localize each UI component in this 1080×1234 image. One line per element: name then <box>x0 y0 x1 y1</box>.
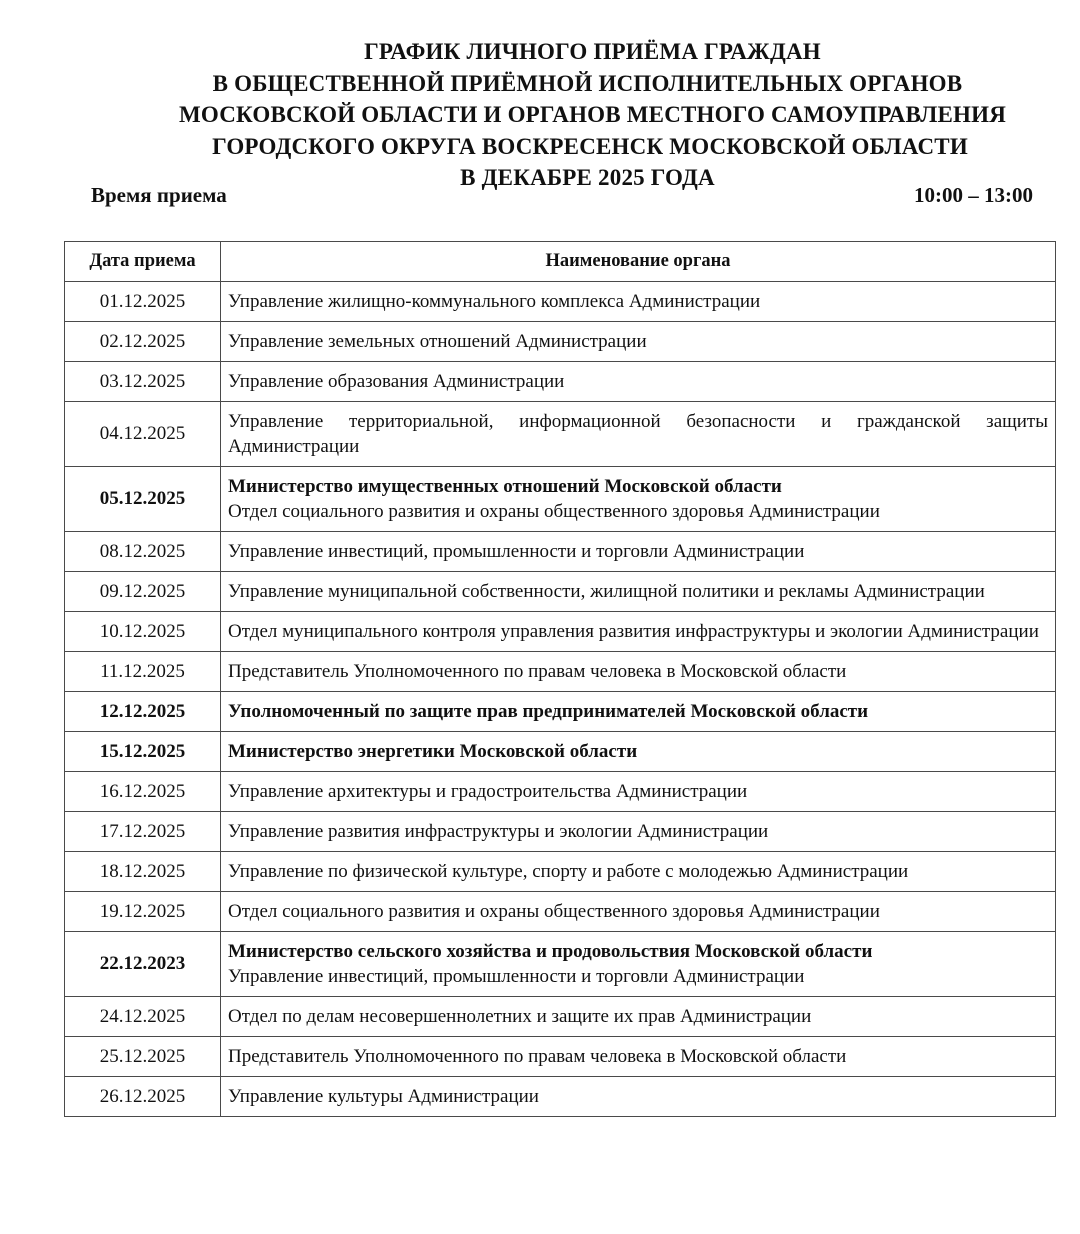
organ-name: Отдел социального развития и охраны общественного здоровья Администрации <box>228 901 880 922</box>
table-row <box>65 892 1056 932</box>
reception-date: 10.12.2025 <box>65 612 221 652</box>
reception-date: 02.12.2025 <box>65 322 221 362</box>
organ-name: Представитель Уполномоченного по правам человека в Московской области <box>228 661 847 682</box>
organ-name-cell <box>221 362 1056 402</box>
document-title <box>0 36 1080 194</box>
table-row <box>65 852 1056 892</box>
table-row <box>65 467 1056 532</box>
organ-name: Отдел муниципального контроля управления развития инфраструктуры и экологии Администрации <box>228 621 1039 642</box>
organ-name-cell <box>221 532 1056 572</box>
table-row <box>65 732 1056 772</box>
reception-date: 22.12.2023 <box>65 932 221 997</box>
table-row <box>65 997 1056 1037</box>
reception-date: 09.12.2025 <box>65 572 221 612</box>
organ-name-cell <box>221 892 1056 932</box>
title-line: МОСКОВСКОЙ ОБЛАСТИ И ОРГАНОВ МЕСТНОГО САМОУПРАВЛЕНИЯ <box>178 102 1007 127</box>
organ-name-cell <box>221 467 1056 532</box>
table-row <box>65 322 1056 362</box>
organ-name: Управление архитектуры и градостроительства Администрации <box>228 781 748 802</box>
organ-name-cell <box>221 812 1056 852</box>
reception-date: 25.12.2025 <box>65 1037 221 1077</box>
organ-name: Управление развития инфраструктуры и экологии Администрации <box>228 821 769 842</box>
table-row <box>65 572 1056 612</box>
organ-name-cell <box>221 652 1056 692</box>
table-header-row <box>65 242 1056 282</box>
table-row <box>65 532 1056 572</box>
organ-name: Управление жилищно-коммунального комплекса Администрации <box>228 291 761 312</box>
organ-name-cell <box>221 322 1056 362</box>
reception-date: 05.12.2025 <box>65 467 221 532</box>
title-line: ГОРОДСКОГО ОКРУГА ВОСКРЕСЕНСК МОСКОВСКОЙ ОБЛАСТИ <box>212 133 968 159</box>
organ-name: Отдел по делам несовершеннолетних и защите их прав Администрации <box>228 1006 812 1027</box>
table-row <box>65 362 1056 402</box>
organ-name-cell <box>221 1077 1056 1117</box>
organ-name: Управление культуры Администрации <box>228 1086 539 1107</box>
schedule-table-body <box>65 282 1056 1117</box>
reception-time-label: Время приема <box>91 183 227 207</box>
organ-name-cell <box>221 1037 1056 1077</box>
table-row <box>65 282 1056 322</box>
reception-date: 19.12.2025 <box>65 892 221 932</box>
reception-date: 03.12.2025 <box>65 362 221 402</box>
table-row <box>65 1037 1056 1077</box>
organ-name-cell <box>221 282 1056 322</box>
title-line: В ДЕКАБРЕ 2025 ГОДА <box>460 165 715 190</box>
reception-date: 17.12.2025 <box>65 812 221 852</box>
organ-name: Управление территориальной, информационной безопасности и гражданской защиты Администрации <box>228 411 1048 457</box>
reception-date: 08.12.2025 <box>65 532 221 572</box>
reception-date: 04.12.2025 <box>65 402 221 467</box>
reception-date: 15.12.2025 <box>65 732 221 772</box>
reception-date: 16.12.2025 <box>65 772 221 812</box>
title-line: В ОБЩЕСТВЕННОЙ ПРИЁМНОЙ ИСПОЛНИТЕЛЬНЫХ ОРГАНОВ <box>212 70 963 96</box>
reception-date: 26.12.2025 <box>65 1077 221 1117</box>
organ-name-cell <box>221 932 1056 997</box>
organ-name: Уполномоченный по защите прав предпринимателей Московской области <box>228 701 869 722</box>
column-header-date: Дата приема <box>65 242 221 282</box>
reception-time-value: 10:00 – 13:00 <box>914 183 1033 207</box>
organ-name-cell <box>221 732 1056 772</box>
organ-name: Министерство имущественных отношений Московской области <box>228 476 782 497</box>
organ-name-cell <box>221 572 1056 612</box>
table-row <box>65 812 1056 852</box>
organ-name-cell <box>221 852 1056 892</box>
organ-name-cell <box>221 997 1056 1037</box>
organ-name: Управление образования Администрации <box>228 371 565 392</box>
table-row <box>65 692 1056 732</box>
reception-date: 24.12.2025 <box>65 997 221 1037</box>
organ-name: Управление по физической культуре, спорту и работе с молодежью Администрации <box>228 861 909 882</box>
reception-date: 01.12.2025 <box>65 282 221 322</box>
table-row <box>65 932 1056 997</box>
organ-name: Управление земельных отношений Администрации <box>228 331 647 352</box>
organ-name: Отдел социального развития и охраны общественного здоровья Администрации <box>228 501 880 522</box>
reception-date: 12.12.2025 <box>65 692 221 732</box>
schedule-table <box>64 241 1056 1117</box>
organ-name: Управление муниципальной собственности, жилищной политики и рекламы Администрации <box>228 581 985 602</box>
organ-name-cell <box>221 772 1056 812</box>
organ-name-cell <box>221 692 1056 732</box>
reception-date: 18.12.2025 <box>65 852 221 892</box>
table-row <box>65 1077 1056 1117</box>
table-row <box>65 612 1056 652</box>
organ-name: Представитель Уполномоченного по правам человека в Московской области <box>228 1046 847 1067</box>
organ-name-cell <box>221 402 1056 467</box>
title-line: ГРАФИК ЛИЧНОГО ПРИЁМА ГРАЖДАН <box>364 39 821 64</box>
column-header-organ: Наименование органа <box>221 242 1056 282</box>
organ-name: Министерство энергетики Московской области <box>228 741 638 762</box>
organ-name-cell <box>221 612 1056 652</box>
table-row <box>65 652 1056 692</box>
organ-name: Министерство сельского хозяйства и продовольствия Московской области <box>228 941 873 962</box>
organ-name: Управление инвестиций, промышленности и торговли Администрации <box>228 541 805 562</box>
table-row <box>65 402 1056 467</box>
reception-date: 11.12.2025 <box>65 652 221 692</box>
organ-name: Управление инвестиций, промышленности и торговли Администрации <box>228 966 805 987</box>
table-row <box>65 772 1056 812</box>
reception-time-row <box>91 183 1033 208</box>
